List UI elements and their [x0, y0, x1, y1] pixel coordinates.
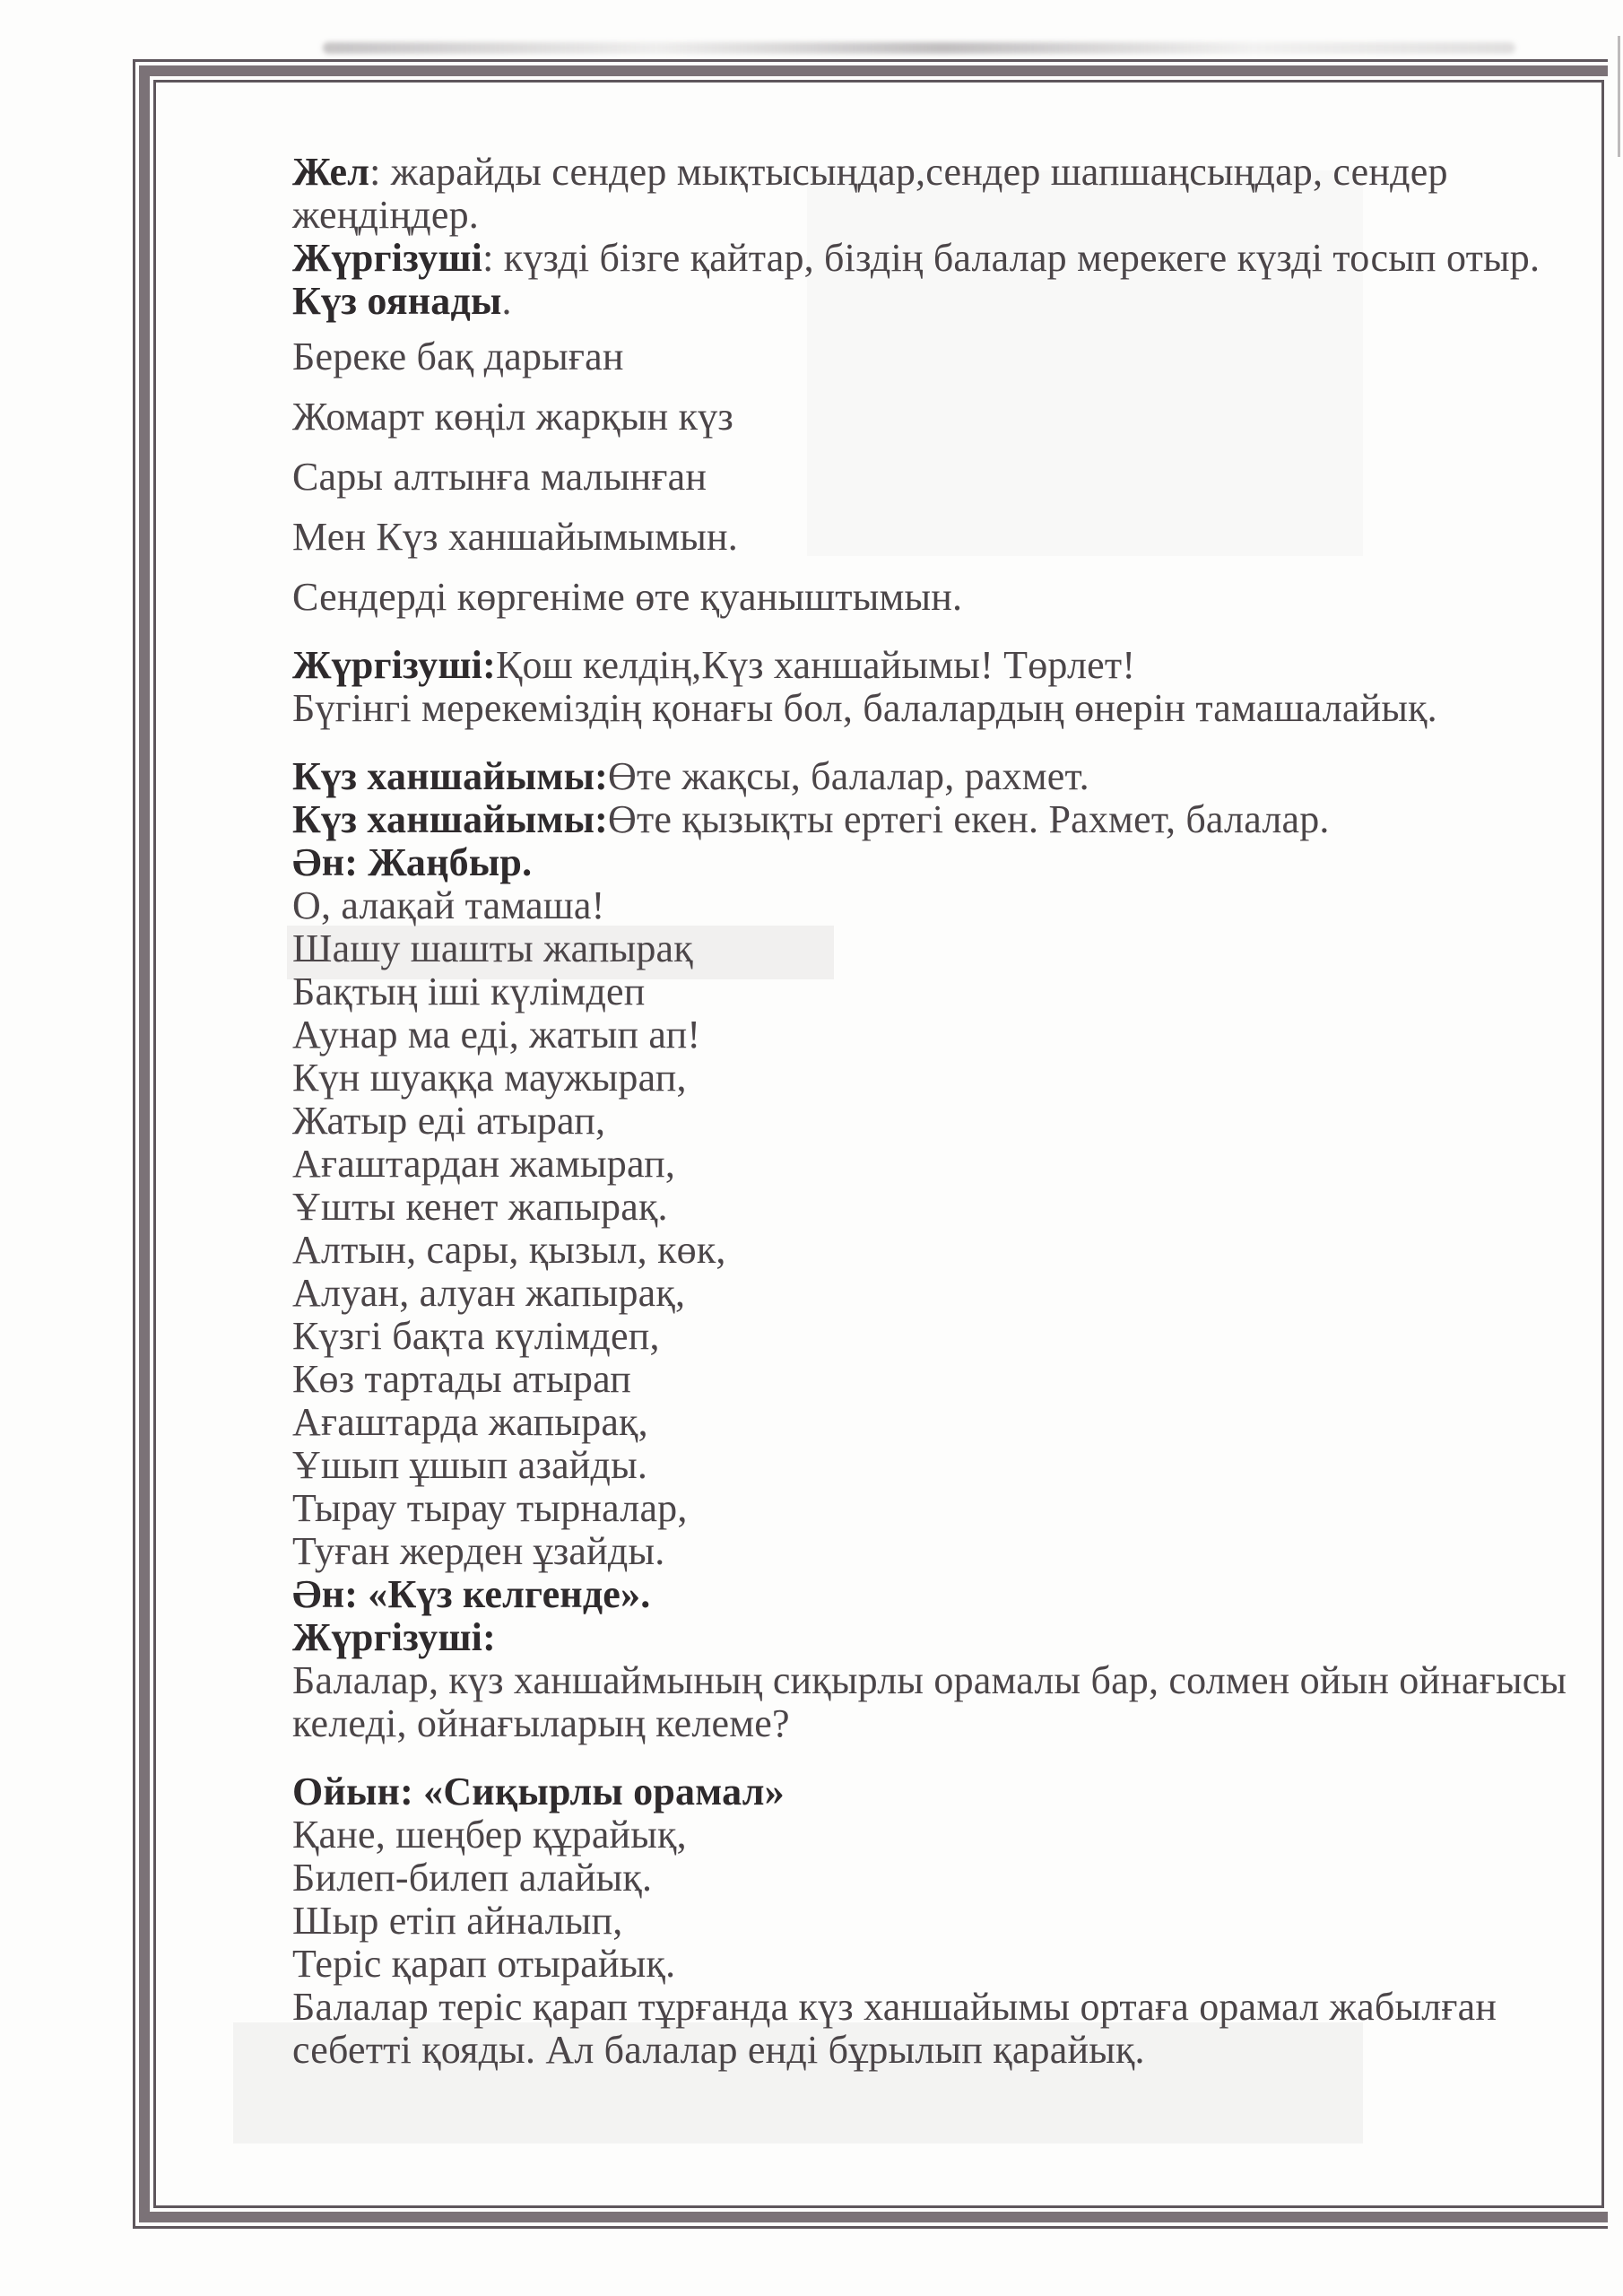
line-text: Ұшты кенет жапырақ. [292, 1185, 668, 1229]
speaker-label: Ойын: «Сиқырлы орамал» [292, 1770, 785, 1813]
line-text: Бақтың іші күлімдеп [292, 970, 646, 1013]
text-line [292, 516, 1539, 559]
text-line [292, 1616, 1539, 1659]
line-text: Сендерді көргеніме өте қуаныштымын. [292, 575, 963, 619]
line-text: О, алақай тамаша! [292, 883, 605, 927]
line-text: Туған жерден ұзайды. [292, 1529, 665, 1573]
text-line [292, 687, 1539, 730]
line-text: Жатыр еді атырап, [292, 1099, 606, 1143]
line-text: Сары алтынға малынған [292, 455, 707, 499]
line-text: Ағаштарда жапырақ, [292, 1400, 648, 1444]
text-line [292, 237, 1539, 280]
speaker-label: Жел [292, 150, 370, 194]
line-text: Бүгінгі мерекеміздің қонағы бол, балалардың өнерін тамашалайық. [292, 686, 1437, 730]
line-text: жеңдіңдер. [292, 193, 479, 237]
speaker-label: Жүргізуші [292, 236, 483, 280]
text-line [292, 1770, 1539, 1813]
text-line [292, 151, 1539, 194]
line-text: : күзді бізге қайтар, біздің балалар мерекеге күзді тосып отыр. [482, 236, 1541, 280]
line-text: Балалар теріс қарап тұрғанда күз ханшайымы ортаға орамал жабылған [292, 1985, 1497, 2029]
text-line [292, 841, 1539, 884]
speaker-label: Жүргізуші: [292, 1615, 496, 1659]
text-line [292, 927, 1539, 970]
text-line [292, 1315, 1539, 1358]
text-line [292, 1986, 1539, 2029]
speaker-label: Ән: Жаңбыр. [292, 840, 533, 884]
speaker-label: Күз ханшайымы: [292, 797, 608, 841]
text-line [292, 644, 1539, 687]
text-line [292, 1943, 1539, 1986]
line-text: Тырау тырау тырналар, [292, 1486, 688, 1530]
text-line [292, 1013, 1539, 1057]
line-text: Мен Күз ханшайымымын. [292, 515, 738, 559]
line-text: Өте қызықты ертегі екен. Рахмет, балалар. [608, 797, 1330, 841]
text-line [292, 755, 1539, 798]
scan-edge-line [1618, 36, 1620, 157]
line-text: : жарайды сендер мықтысыңдар,сендер шапшаңсыңдар, сендер [369, 150, 1448, 194]
text-line [292, 1530, 1539, 1573]
text-line [292, 1444, 1539, 1487]
line-text: Күн шуаққа маужырап, [292, 1056, 687, 1100]
text-line [292, 335, 1539, 378]
speaker-label: Күз ханшайымы: [292, 754, 608, 798]
speaker-label: Жүргізуші: [292, 643, 496, 687]
text-line [292, 1702, 1539, 1745]
text-line [292, 396, 1539, 439]
line-text: Билеп-билеп алайық. [292, 1856, 653, 1900]
speaker-label: Ән: «Күз келгенде». [292, 1572, 651, 1616]
line-text: Теріс қарап отырайық. [292, 1942, 676, 1986]
line-text: Алтын, сары, қызыл, көк, [292, 1228, 726, 1272]
content-area [156, 83, 1601, 2072]
text-line [292, 1229, 1539, 1272]
line-text: Өте жақсы, балалар, рахмет. [608, 754, 1089, 798]
line-text: Ұшып ұшып азайды. [292, 1443, 648, 1487]
page-border-band [139, 65, 1619, 2222]
line-text: Аунар ма еді, жатып ап! [292, 1013, 701, 1057]
text-line [292, 970, 1539, 1013]
text-line [292, 1401, 1539, 1444]
line-text: Шашу шашты жапырақ [292, 926, 693, 970]
line-text: себетті қояды. Ал балалар енді бұрылып қарайық. [292, 2028, 1145, 2072]
page-border-inner [153, 80, 1604, 2208]
text-line [292, 884, 1539, 927]
scan-edge-cutoff [1608, 0, 1623, 2296]
text-line [292, 1100, 1539, 1143]
page-border-frame [133, 59, 1623, 2229]
line-text: Көз тартады атырап [292, 1357, 631, 1401]
text-line [292, 1573, 1539, 1616]
line-text: . [501, 279, 512, 323]
line-text: Ағаштардан жамырап, [292, 1142, 676, 1186]
text-line [292, 1057, 1539, 1100]
line-text: Күзгі бақта күлімдеп, [292, 1314, 660, 1358]
line-text: Жомарт көңіл жарқын күз [292, 395, 733, 439]
text-line [292, 1487, 1539, 1530]
line-text: келеді, ойнағыларың келеме? [292, 1701, 790, 1745]
text-line [292, 1358, 1539, 1401]
text-line [292, 194, 1539, 237]
line-text: Алуан, алуан жапырақ, [292, 1271, 686, 1315]
line-text: Балалар, күз ханшаймының сиқырлы орамалы бар, солмен ойын ойнағысы [292, 1658, 1567, 1702]
line-text: Қане, шеңбер құрайық, [292, 1813, 687, 1857]
line-text: Береке бақ дарыған [292, 335, 624, 378]
text-line [292, 1857, 1539, 1900]
text-line [292, 2029, 1539, 2072]
text-line [292, 1186, 1539, 1229]
text-line [292, 1813, 1539, 1857]
speaker-label: Күз оянады [292, 279, 502, 323]
text-line [292, 456, 1539, 499]
scan-smudge-artifact [323, 42, 1515, 54]
line-text: Қош келдің,Күз ханшайымы! Төрлет! [495, 643, 1136, 687]
text-line [292, 1658, 1567, 1702]
text-line [292, 280, 1539, 323]
text-line [292, 1143, 1539, 1186]
text-line [292, 1272, 1539, 1315]
text-line [292, 798, 1539, 841]
text-line [292, 1900, 1539, 1943]
line-text: Шыр етіп айналып, [292, 1899, 623, 1943]
text-line [292, 576, 1539, 619]
